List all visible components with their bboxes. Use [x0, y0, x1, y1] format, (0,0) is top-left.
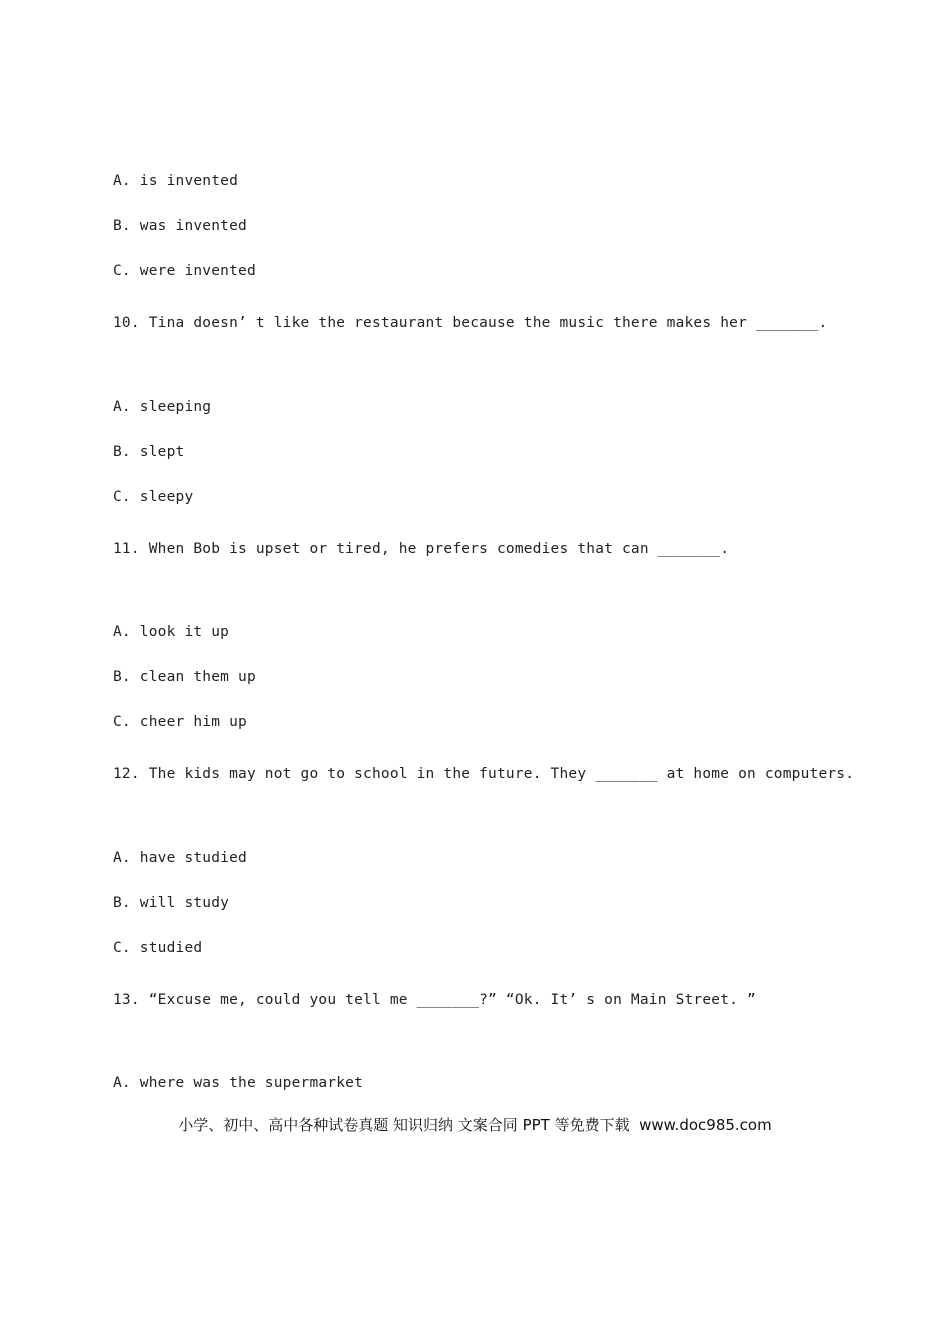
q12-option-a: A. have studied — [113, 850, 247, 866]
q10-stem: 10. Tina doesn’ t like the restaurant because the music there makes her _______. — [113, 315, 828, 331]
q11-stem: 11. When Bob is upset or tired, he prefers comedies that can _______. — [113, 541, 730, 557]
q13-option-a: A. where was the supermarket — [113, 1075, 364, 1091]
q12-stem: 12. The kids may not go to school in the future. They _______ at home on computers. — [113, 766, 855, 782]
q10-option-a: A. sleeping — [113, 399, 212, 415]
q11-option-c: C. cheer him up — [113, 714, 247, 730]
q12-option-c: C. studied — [113, 940, 203, 956]
q11-option-b: B. clean them up — [113, 669, 256, 685]
q13-stem: 13. “Excuse me, could you tell me _______?” “Ok. It’ s on Main Street. ” — [113, 992, 756, 1008]
q10-option-b: B. slept — [113, 444, 185, 460]
q12-option-b: B. will study — [113, 895, 230, 911]
q9-option-b: B. was invented — [113, 218, 247, 234]
q9-option-a: A. is invented — [113, 173, 239, 189]
page-footer: 小学、初中、高中各种试卷真题 知识归纳 文案合同 PPT 等免费下载 www.doc985.com — [178, 1116, 772, 1134]
q9-option-c: C. were invented — [113, 263, 256, 279]
q10-option-c: C. sleepy — [113, 489, 194, 505]
q11-option-a: A. look it up — [113, 624, 230, 640]
